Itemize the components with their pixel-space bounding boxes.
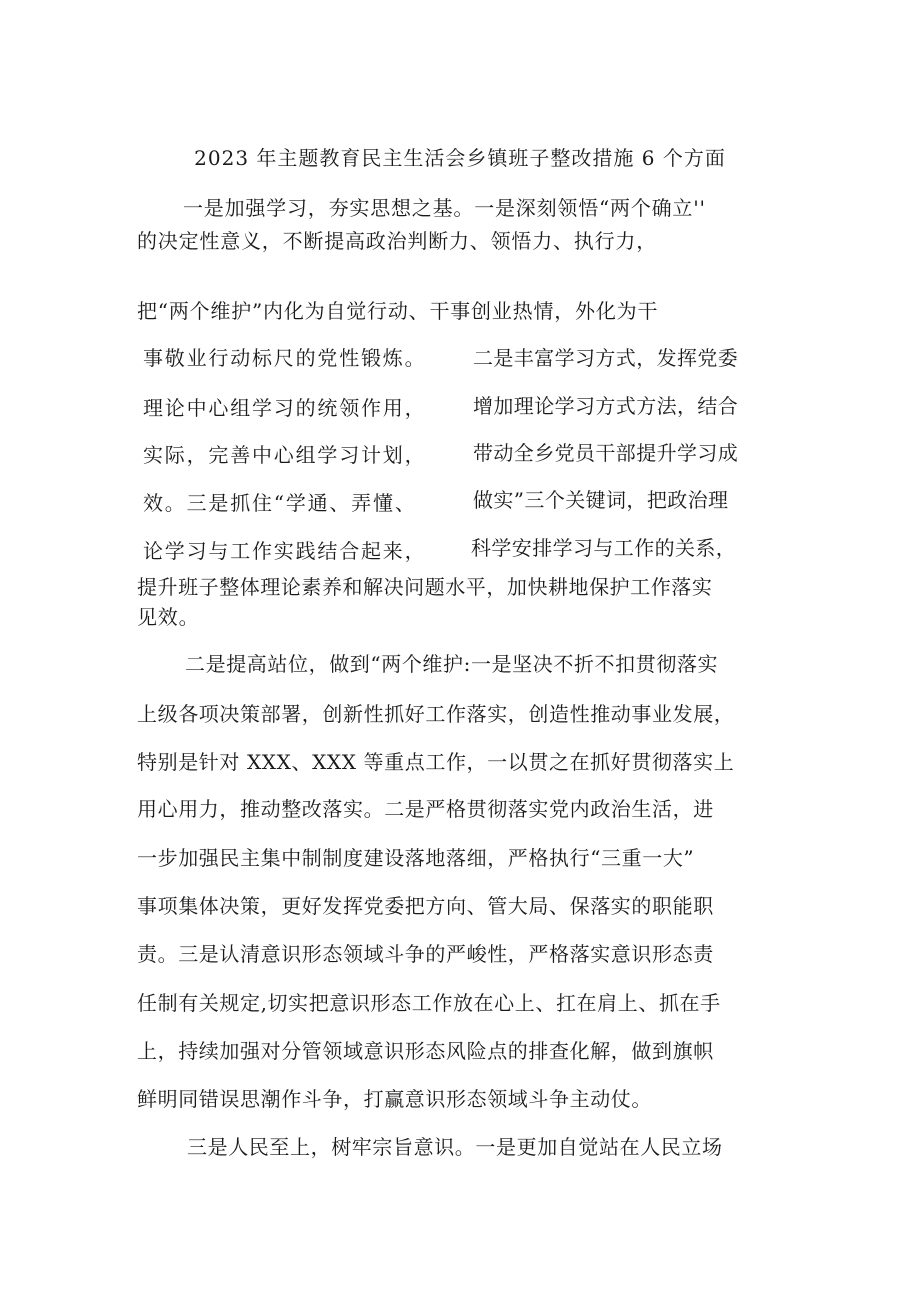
column-right-line: 做实”三个关键词，把政治理	[473, 488, 729, 512]
column-left-line: 效。三是抓住“学通、弄懂、	[143, 491, 417, 515]
paragraph-line: 事项集体决策，更好发挥党委把方向、管大局、保落实的职能职	[137, 894, 714, 918]
paragraph-line: 上级各项决策部署，创新性抓好工作落实，创造性推动事业发展，	[137, 702, 735, 726]
paragraph-line: 把“两个维护”内化为自觉行动、干事创业热情，外化为干	[137, 299, 659, 323]
paragraph-line: 三是人民至上，树牢宗旨意识。一是更加自觉站在人民立场	[187, 1135, 723, 1159]
column-left-line: 事敬业行动标尺的党性锻炼。	[143, 346, 427, 370]
paragraph-line: 责。三是认清意识形态领域斗争的严峻性，严格落实意识形态责	[137, 942, 714, 966]
column-right-line: 增加理论学习方式方法，结合	[473, 394, 739, 418]
paragraph-line: 上，持续加强对分管领域意识形态风险点的排查化解，做到旗帜	[137, 1039, 714, 1063]
paragraph-line: 用心用力，推动整改落实。二是严格贯彻落实党内政治生活，进	[137, 797, 714, 821]
column-left-line: 理论中心组学习的统领作用，	[143, 396, 427, 420]
document-title: 2023 年主题教育民主生活会乡镇班子整改措施 6 个方面	[194, 146, 726, 170]
paragraph-line: 一步加强民主集中制制度建设落地落细，严格执行“三重一大”	[137, 846, 695, 870]
paragraph-line: 特别是针对 XXX、XXX 等重点工作，一以贯之在抓好贯彻落实上	[137, 750, 735, 774]
column-left-line: 论学习与工作实践结合起来，	[143, 539, 427, 563]
column-right-line: 带动全乡党员干部提升学习成	[473, 441, 739, 465]
column-right-line: 科学安排学习与工作的关系，	[471, 536, 737, 560]
paragraph-line: 一是加强学习，夯实思想之基。一是深刻领悟“两个确立''	[183, 196, 706, 220]
paragraph-line: 鲜明同错误思潮作斗争，打赢意识形态领域斗争主动仗。	[137, 1087, 652, 1111]
column-right-line: 二是丰富学习方式，发挥党委	[473, 346, 739, 370]
paragraph-line: 二是提高站位，做到“两个维护:一是坚决不折不扣贯彻落实	[185, 652, 719, 676]
paragraph-line: 的决定性意义，不断提高政治判断力、领悟力、执行力，	[137, 229, 657, 253]
paragraph-line: 任制有关规定,切实把意识形态工作放在心上、扛在肩上、抓在手	[137, 991, 721, 1015]
paragraph-line: 见效。	[137, 605, 200, 629]
paragraph-line: 提升班子整体理论素养和解决问题水平，加快耕地保护工作落实	[137, 575, 713, 599]
column-left-line: 实际，完善中心组学习计划，	[143, 443, 427, 467]
